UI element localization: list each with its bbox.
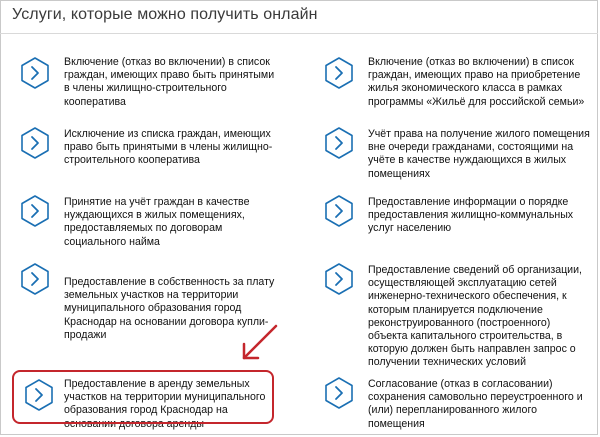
- service-label: Предоставление информации о порядке предоставления жилищно-коммунальных услуг населению: [368, 196, 574, 235]
- hexagon-chevron-right-icon: [322, 376, 356, 410]
- hexagon-chevron-right-icon: [18, 56, 52, 90]
- service-card[interactable]: [18, 124, 288, 184]
- service-label: Включение (отказ во включении) в список граждан, имеющих право на приобретение жилья экономического класса в рамках программы «Жильё для российской семьи»: [368, 56, 585, 108]
- section-header: [0, 0, 598, 34]
- service-label: Согласование (отказ в согласовании) сохранения самовольно переустроенного и (или) перепланированного жилого помещения: [368, 378, 583, 430]
- service-card[interactable]: [322, 54, 592, 114]
- highlight-box: [12, 370, 274, 424]
- service-label: Предоставление в собственность за плату земельных участков на территории муниципального образования город Краснодар на основании договора купли-продажи: [64, 276, 275, 341]
- hexagon-chevron-right-icon: [18, 194, 52, 228]
- hexagon-chevron-right-icon: [18, 126, 52, 160]
- service-card[interactable]: [322, 260, 592, 376]
- service-label: Учёт права на получение жилого помещения вне очереди гражданами, состоящими на учёте в качестве нуждающихся в жилых помещениях: [368, 128, 590, 180]
- service-label: Предоставление в аренду земельных участков на территории муниципального образования город Краснодар на основании договора аренды: [64, 378, 266, 430]
- service-label: Предоставление сведений об организации, осуществляющей эксплуатацию сетей инженерно-технического обеспечения, к которым планируется подключение реконструированного (построенного) объекта капитального строительства, в которую должен быть направлен запрос о получении технических условий: [368, 264, 582, 369]
- service-card[interactable]: [322, 192, 592, 252]
- hexagon-chevron-right-icon: [322, 126, 356, 160]
- service-label: Принятие на учёт граждан в качестве нуждающихся в жилых помещениях, предоставляемых по договорам социального найма: [64, 196, 250, 248]
- hexagon-chevron-right-icon: [322, 56, 356, 90]
- service-card[interactable]: [322, 374, 592, 430]
- service-label: Исключение из списка граждан, имеющих право быть принятыми в члены жилищно-строительного кооператива: [64, 128, 273, 167]
- service-card[interactable]: [322, 124, 592, 184]
- service-card[interactable]: [18, 54, 288, 114]
- hexagon-chevron-right-icon: [18, 262, 52, 296]
- service-label: Включение (отказ во включении) в список граждан, имеющих право быть принятыми в члены жилищно-строительного кооператива: [64, 56, 275, 108]
- hexagon-chevron-right-icon: [322, 194, 356, 228]
- service-card[interactable]: [18, 192, 288, 252]
- annotation-arrow-icon: [236, 322, 280, 366]
- section-title: Услуги, которые можно получить онлайн: [12, 6, 318, 23]
- hexagon-chevron-right-icon: [322, 262, 356, 296]
